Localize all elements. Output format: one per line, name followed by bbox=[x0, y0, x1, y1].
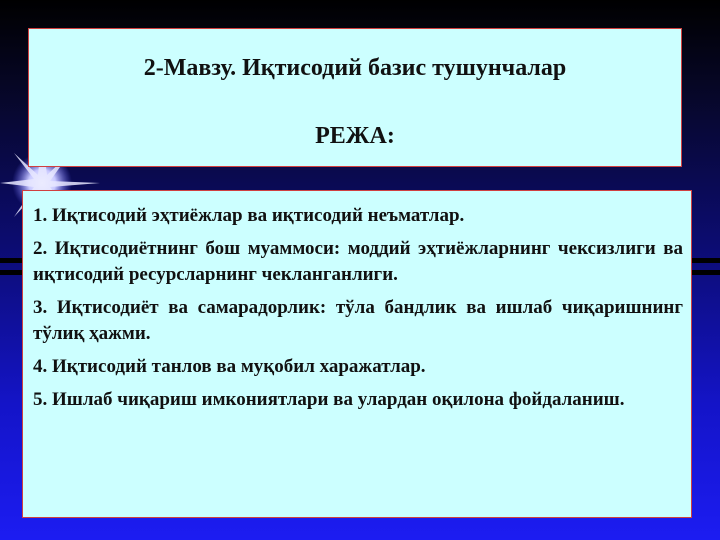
plan-item: 2. Иқтисодиётнинг бош муаммоси: моддий эҳтиёжларнинг чексизлиги ва иқтисодий ресурсларнинг чекланганлиги. bbox=[33, 238, 683, 285]
plan-list-box bbox=[22, 190, 692, 518]
plan-item: 5. Ишлаб чиқариш имкониятлари ва улардан оқилона фойдаланиш. bbox=[33, 389, 625, 410]
slide-subtitle: РЕЖА: bbox=[315, 123, 395, 149]
plan-item: 3. Иқтисодиёт ва самарадорлик: тўла бандлик ва ишлаб чиқаришнинг тўлиқ ҳажми. bbox=[33, 297, 683, 344]
plan-item: 1. Иқтисодий эҳтиёжлар ва иқтисодий неъматлар. bbox=[33, 205, 465, 226]
plan-item: 4. Иқтисодий танлов ва муқобил харажатлар. bbox=[33, 356, 426, 377]
slide-title: 2-Мавзу. Иқтисодий базис тушунчалар bbox=[143, 55, 567, 81]
title-box bbox=[28, 28, 682, 167]
